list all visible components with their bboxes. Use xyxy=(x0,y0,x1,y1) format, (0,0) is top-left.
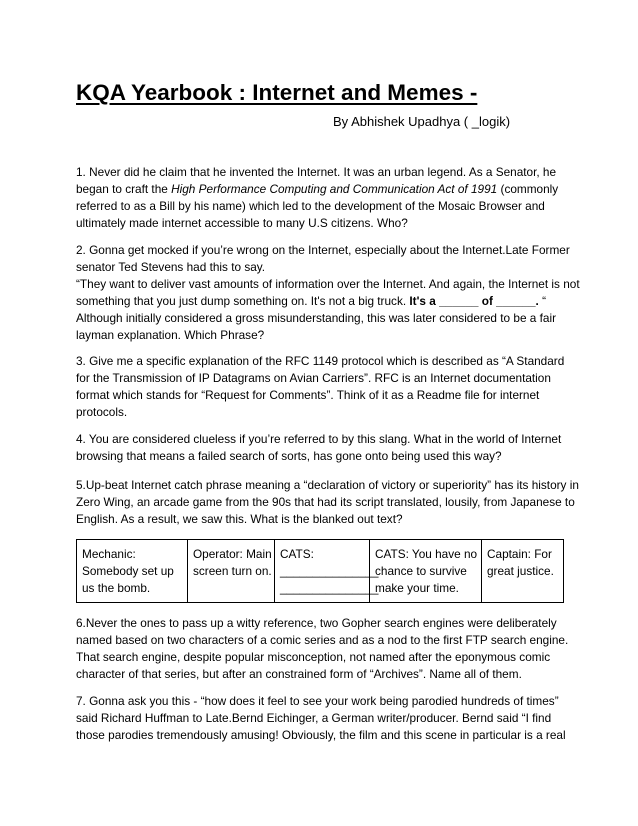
question-6-line: named based on two characters of a comic series and as a nod to the first FTP search engine. xyxy=(76,632,569,647)
question-6-line: character of that series, but after an constrained form of “Archives”. Name all of them. xyxy=(76,666,522,681)
question-5-line: English. As a result, we saw this. What is the blanked out text? xyxy=(76,511,403,526)
question-4-line: 4. You are considered clueless if you’re referred to by this slang. What in the world of Internet xyxy=(76,432,562,446)
table-cell-operator xyxy=(188,540,275,603)
question-3-line: format which stands for “Request for Comments”. Think of it as a Readme file for internet xyxy=(76,387,540,402)
question-3 xyxy=(76,353,586,421)
question-1-line: referred to as a Bill by his name) which led to the development of the Mosaic Browser and xyxy=(76,198,545,213)
question-3-line: protocols. xyxy=(76,404,128,419)
question-1-line: ultimately made internet accessible to many U.S citizens. Who? xyxy=(76,215,408,230)
question-7 xyxy=(76,693,586,744)
table-cell-cats-blank xyxy=(275,540,379,603)
cell-line: CATS: You have no xyxy=(375,547,478,561)
question-7-line: 7. Gonna ask you this - “how does it feel to see your work being parodied hundreds of times” xyxy=(76,694,559,708)
question-7-line: said Richard Huffman to Late.Bernd Eichinger, a German writer/producer. Bernd said “I find xyxy=(76,710,552,725)
cell-line: Mechanic: xyxy=(82,547,136,561)
question-2-line: “They want to deliver vast amounts of information over the Internet. And again, the Internet is not xyxy=(76,276,580,291)
cell-line: chance to survive xyxy=(375,563,467,578)
question-6-line: That search engine, despite popular misconception, not named after the eponymous comic xyxy=(76,649,551,664)
table-cell-mechanic xyxy=(77,540,188,603)
blank-line: _______________ xyxy=(280,580,379,595)
table-row xyxy=(77,540,564,603)
cell-line: CATS: xyxy=(280,547,314,561)
question-1 xyxy=(76,164,586,232)
question-4-line: browsing that means a failed search of sorts, has gone onto being used this way? xyxy=(76,448,502,463)
zero-wing-dialogue-table xyxy=(76,539,564,603)
question-7-line: those parodies tremendously amusing! Obviously, the film and this scene in particular is a real xyxy=(76,727,566,742)
act-title-italic: High Performance Computing and Communication Act of 1991 xyxy=(171,181,498,196)
question-6-line: 6.Never the ones to pass up a witty reference, two Gopher search engines were deliberately xyxy=(76,616,557,630)
question-2-line: Although initially considered a gross misunderstanding, this was later considered to be a fair xyxy=(76,310,557,325)
question-3-line: 3. Give me a specific explanation of the RFC 1149 protocol which is described as “A Standard xyxy=(76,354,565,368)
author-byline: By Abhishek Upadhya ( _logik) xyxy=(333,114,511,129)
question-1-line xyxy=(76,181,586,198)
cell-line: Captain: For xyxy=(487,547,552,561)
question-2 xyxy=(76,242,586,343)
table-cell-cats xyxy=(370,540,482,603)
question-1-line: 1. Never did he claim that he invented the Internet. It was an urban legend. As a Senator, he xyxy=(76,165,557,179)
question-3-line: for the Transmission of IP Datagrams on Avian Carriers”. RFC is an Internet documentation xyxy=(76,370,551,385)
document-title: KQA Yearbook : Internet and Memes - xyxy=(76,80,478,105)
cell-line: screen turn on. xyxy=(193,563,272,578)
cell-line: us the bomb. xyxy=(82,580,151,595)
question-2-line: layman explanation. Which Phrase? xyxy=(76,327,265,342)
table-cell-captain xyxy=(482,540,564,603)
blank-line: _______________ xyxy=(280,563,379,578)
question-2-line xyxy=(76,293,586,310)
question-4 xyxy=(76,431,586,465)
cell-line: great justice. xyxy=(487,563,554,578)
question-6 xyxy=(76,615,586,683)
text-span: (commonly xyxy=(497,181,559,196)
cell-line: Operator: Main xyxy=(193,547,272,561)
text-span: began to craft the xyxy=(76,181,172,196)
text-span: something that you just dump something on. It's not a big truck. xyxy=(76,293,410,308)
question-5 xyxy=(76,477,586,528)
bold-phrase: It's a ______ of ______. xyxy=(409,293,539,308)
question-2-line: 2. Gonna get mocked if you’re wrong on the Internet, especially about the Internet.Late Former xyxy=(76,243,570,257)
question-5-line: Zero Wing, an arcade game from the 90s that had its script translated, lousily, from Japanese to xyxy=(76,494,575,509)
question-2-line: senator Ted Stevens had this to say. xyxy=(76,259,266,274)
question-5-line: 5.Up-beat Internet catch phrase meaning a “declaration of victory or superiority” has its history in xyxy=(76,478,579,492)
cell-line: Somebody set up xyxy=(82,563,174,578)
text-span: “ xyxy=(538,293,547,308)
cell-line: make your time. xyxy=(375,580,459,595)
